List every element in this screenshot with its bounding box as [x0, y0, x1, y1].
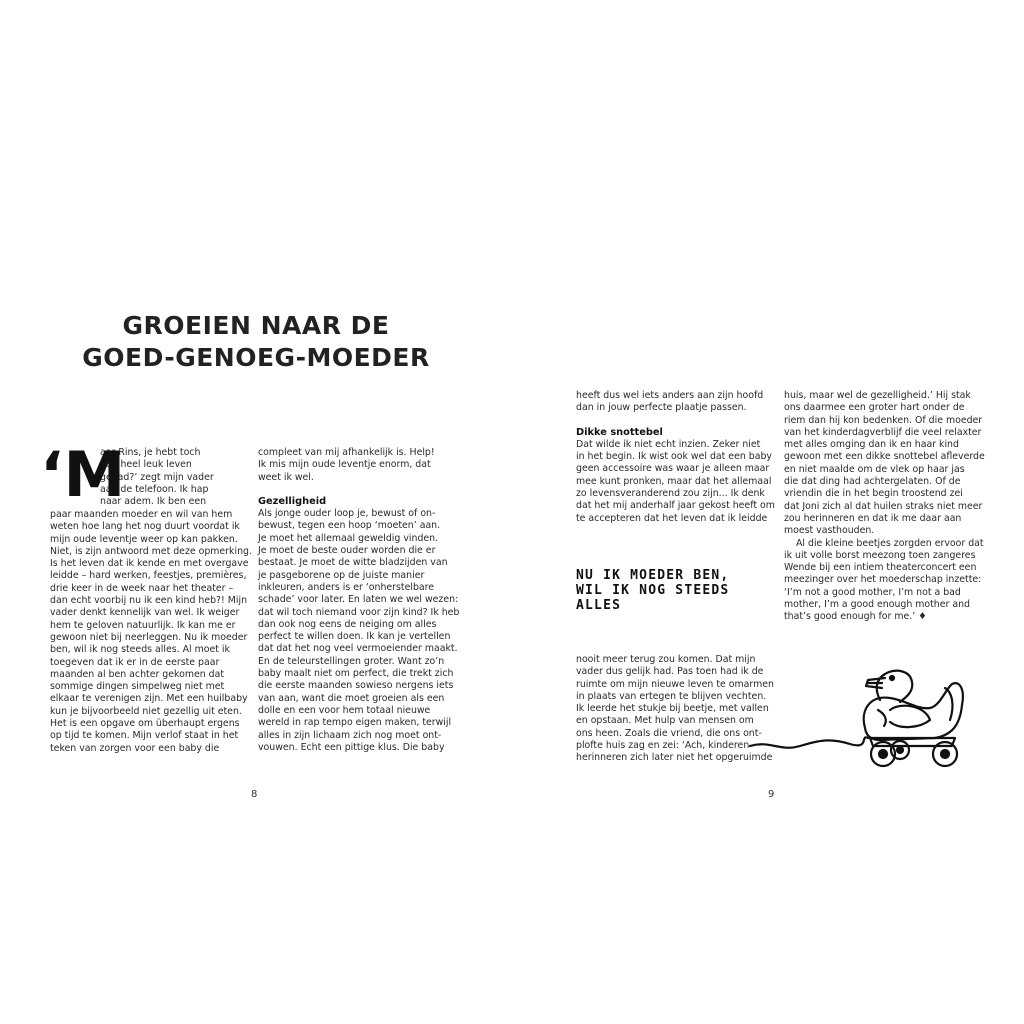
- text-line: that’s good enough for me.’ ♦: [784, 611, 927, 623]
- text-line: gewoon niet bij neerleggen. Nu ik moeder: [50, 631, 248, 643]
- text-line: die eerste maanden sowieso nergens iets: [258, 680, 454, 692]
- page-number-right: 9: [768, 789, 775, 800]
- text-line: mijn oude leventje weer op kan pakken.: [50, 533, 238, 545]
- text-line: vader dus gelijk had. Pas toen had ik de: [576, 666, 764, 678]
- column-1-body: [50, 509, 250, 755]
- column-3: [576, 390, 776, 525]
- text-line: herinneren zich later niet het opgeruimde: [576, 752, 773, 764]
- text-line: perfect te willen doen. Ik kan je vertellen: [258, 631, 451, 643]
- text-line: compleet van mij afhankelijk is. Help!: [258, 447, 435, 458]
- dropcap-block: [40, 438, 250, 511]
- text-line: ons heen. Zoals die vriend, die ons ont-: [576, 727, 762, 739]
- column-4: [784, 390, 984, 624]
- text-line: te accepteren dat het leven dat ik leidde: [576, 512, 768, 524]
- dropcap-letter: ‘M: [40, 438, 126, 511]
- pull-quote-line-3: ALLES: [576, 598, 622, 613]
- text-line: Je moet de beste ouder worden die er: [258, 545, 436, 557]
- subheading-gezelligheid: Gezelligheid: [258, 495, 327, 507]
- text-line: dat wil toch niemand voor zijn kind? Ik heb: [258, 606, 460, 618]
- text-line: riem dan hij kon bedenken. Of die moeder: [784, 414, 983, 426]
- text-line: Al die kleine beetjes zorgden ervoor dat: [796, 537, 984, 549]
- text-line: zo levensveranderend zou zijn... Ik denk: [576, 488, 765, 500]
- text-line: baby maalt niet om perfect, die trekt zich: [258, 668, 454, 680]
- text-line: aan de telefoon. Ik hap: [100, 483, 209, 495]
- text-line: dat dat het nog veel vermoeiender maakt.: [258, 643, 458, 655]
- column-3-intro: [576, 390, 776, 415]
- text-line: Dat wilde ik niet echt inzien. Zeker niet: [576, 438, 761, 450]
- text-line: vader denkt kennelijk van wel. Ik weiger: [50, 607, 240, 619]
- text-line: ons daarmee een groter hart onder de: [784, 402, 965, 414]
- text-line: wereld in rap tempo eigen maken, terwijl: [258, 717, 452, 729]
- text-line: maanden al ben achter gekomen dat: [50, 668, 225, 680]
- subheading-dikke-snottebel: Dikke snottebel: [576, 426, 663, 438]
- text-line: dolle en een voor hem totaal nieuwe: [258, 704, 431, 716]
- text-line: inkleuren, anders is er ‘onherstelbare: [258, 581, 435, 593]
- text-line: gewoon met een dikke snottebel afleverde: [784, 451, 985, 463]
- title-line-1: GROEIEN NAAR DE: [122, 311, 390, 340]
- text-line: bewust, tegen een hoop ‘moeten’ aan.: [258, 520, 441, 532]
- column-3-body: [576, 439, 776, 525]
- text-line: leidde – hard werken, feestjes, premières,: [50, 570, 247, 582]
- text-line: dat het mij anderhalf jaar gekost heeft om: [576, 500, 775, 512]
- text-line: dan in jouw perfecte plaatje passen.: [576, 402, 747, 414]
- text-line: heeft dus wel iets anders aan zijn hoofd: [576, 390, 764, 401]
- text-line: hem te geloven natuurlijk. Ik kan me er: [50, 619, 236, 631]
- pull-quote-line-2: WIL IK NOG STEEDS: [576, 583, 730, 598]
- text-line: Het is een opgave om überhaupt ergens: [50, 718, 240, 730]
- text-line: huis, maar wel de gezelligheid.’ Hij stak: [784, 390, 971, 401]
- text-line: dat Joni zich al dat huilen straks niet meer: [784, 500, 983, 512]
- duck-pull-toy-icon: [740, 650, 980, 780]
- column-1: [40, 438, 252, 755]
- column-4-paragraph-2: [784, 538, 984, 624]
- column-2: [258, 447, 458, 754]
- column-2-intro: [258, 447, 458, 484]
- text-line: van het kinderdagverblijf die veel relaxter: [784, 426, 982, 438]
- text-line: bestaat. Je moet de witte bladzijden van: [258, 557, 448, 569]
- text-line: dan ook nog eens de neiging om alles: [258, 618, 437, 630]
- text-line: van aan, want die moet groeien als een: [258, 692, 445, 704]
- text-line: je pasgeborene op de juiste manier: [258, 569, 425, 581]
- text-line: in plaats van ertegen te blijven vechten.: [576, 690, 767, 702]
- pull-quote-line-1: NU IK MOEDER BEN,: [576, 568, 730, 583]
- text-line: Ik mis mijn oude leventje enorm, dat: [258, 459, 431, 471]
- text-line: kun je bijvoorbeeld niet gezellig uit eten.: [50, 705, 242, 717]
- text-line: Ik leerde het stukje bij beetje, met vallen: [576, 703, 769, 715]
- text-line: ruimte om mijn nieuwe leven te omarmen: [576, 678, 774, 690]
- text-line: alles in zijn lichaam zich nog moet ont-: [258, 729, 442, 741]
- column-4-body: [784, 390, 984, 538]
- text-line: met alles omging dan ik en haar kind: [784, 439, 959, 451]
- title-line-2: GOED-GENOEG-MOEDER: [82, 343, 430, 372]
- text-line: Je moet het allemaal geweldig vinden.: [258, 532, 439, 544]
- text-line: En de teleurstellingen groter. Want zo’n: [258, 655, 445, 667]
- text-line: aar Rins, je hebt toch: [100, 447, 201, 458]
- pull-quote: [576, 568, 776, 613]
- column-2-body: [258, 508, 458, 754]
- text-line: ‘I’m not a good mother, I’m not a bad: [784, 586, 961, 598]
- text-line: ben, wil ik nog steeds alles. Al moet ik: [50, 644, 230, 656]
- text-line: Is het leven dat ik kende en met overgave: [50, 558, 249, 570]
- page-title: [60, 310, 452, 374]
- text-line: ik uit volle borst meezong toen zangeres: [784, 549, 976, 561]
- text-line: mee kunt pronken, maar dat het allemaal: [576, 475, 772, 487]
- text-line: moest vasthouden.: [784, 525, 875, 537]
- text-line: die dat ding had achtergelaten. Of de: [784, 476, 961, 488]
- text-line: paar maanden moeder en wil van hem: [50, 509, 233, 520]
- text-line: weten hoe lang het nog duurt voordat ik: [50, 521, 240, 533]
- text-line: sommige dingen simpelweg niet met: [50, 681, 225, 693]
- text-line: mother, I’m a good enough mother and: [784, 599, 970, 611]
- text-line: en niet maalde om de vlek op haar jas: [784, 463, 965, 475]
- text-line: naar adem. Ik ben een: [100, 496, 207, 508]
- text-line: een heel leuk leven: [100, 459, 192, 471]
- text-line: meezinger over het moederschap inzette:: [784, 574, 982, 586]
- text-line: geen accessoire was waar je alleen maar: [576, 463, 770, 475]
- text-line: in het begin. Ik wist ook wel dat een baby: [576, 451, 772, 463]
- text-line: zou herinneren en dat ik me daar aan: [784, 512, 962, 524]
- page-number-left: 8: [251, 789, 258, 800]
- text-line: teken van zorgen voor een baby die: [50, 742, 220, 754]
- text-line: op tijd te komen. Mijn verlof staat in het: [50, 730, 239, 742]
- text-line: gehad?’ zegt mijn vader: [100, 471, 214, 483]
- text-line: en opstaan. Met hulp van mensen om: [576, 715, 754, 727]
- text-line: vriendin die in het begin troostend zei: [784, 488, 963, 500]
- text-line: Wende bij een intiem theaterconcert een: [784, 562, 977, 574]
- text-line: Niet, is zijn antwoord met deze opmerking.: [50, 545, 252, 557]
- text-line: weet ik wel.: [258, 471, 314, 483]
- text-line: toegeven dat ik er in de eerste paar: [50, 656, 220, 668]
- text-line: dan echt voorbij nu ik een kind heb?! Mijn: [50, 595, 248, 607]
- text-line: plofte huis zag en zei: ‘Ach, kinderen: [576, 740, 750, 752]
- text-line: elkaar te verenigen zijn. Met een huilbaby: [50, 693, 248, 705]
- text-line: vouwen. Echt een pittige klus. Die baby: [258, 741, 445, 753]
- text-line: nooit meer terug zou komen. Dat mijn: [576, 654, 756, 665]
- text-line: drie keer in de week naar het theater –: [50, 582, 234, 594]
- text-line: schade’ voor later. En laten we wel wezen:: [258, 594, 459, 606]
- text-line: Als jonge ouder loop je, bewust of on-: [258, 508, 436, 520]
